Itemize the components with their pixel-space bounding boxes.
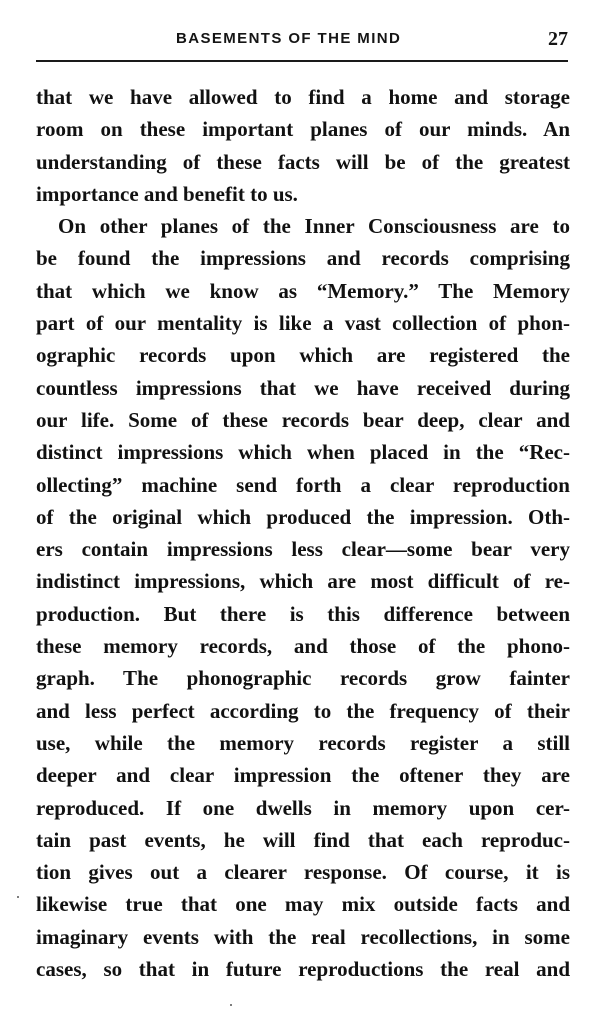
scan-speck [17, 896, 19, 898]
text-line: tion gives out a clearer response. Of course, it is [36, 860, 570, 885]
text-line: imaginary events with the real recollections, in some [36, 924, 570, 949]
page-number: 27 [548, 28, 568, 50]
text-line: ographic records upon which are registered the [36, 343, 570, 368]
text-line: likewise true that one may mix outside facts and [36, 892, 570, 917]
text-line: indistinct impressions, which are most difficult of re- [36, 569, 570, 594]
text-line: tain past events, he will find that each reproduc- [36, 827, 570, 852]
text-line: that which we know as “Memory.” The Memory [36, 278, 570, 303]
text-line: that we have allowed to find a home and storage [36, 85, 570, 109]
running-head [36, 28, 570, 54]
text-line: these memory records, and those of the phono- [36, 634, 570, 659]
text-line: graph. The phonographic records grow fainter [36, 666, 570, 691]
text-line: part of our mentality is like a vast collection of phon- [36, 311, 570, 336]
text-line: production. But there is this difference between [36, 601, 570, 626]
text-line: distinct impressions which when placed in the “Rec- [36, 440, 570, 465]
text-line: understanding of these facts will be of the greatest [36, 149, 570, 174]
text-line: and less perfect according to the frequency of their [36, 698, 570, 723]
text-line: On other planes of the Inner Consciousness are to [58, 214, 570, 239]
text-line: ers contain impressions less clear—some bear very [36, 537, 570, 562]
text-line: use, while the memory records register a still [36, 730, 570, 755]
body-text [36, 81, 570, 985]
paragraph [36, 210, 570, 985]
scan-speck [230, 1004, 232, 1006]
running-title: BASEMENTS OF THE MIND [176, 30, 402, 47]
text-line: importance and benefit to us. [36, 181, 298, 206]
paragraph [36, 81, 570, 210]
text-line: room on these important planes of our minds. An [36, 117, 570, 142]
text-line: reproduced. If one dwells in memory upon cer- [36, 795, 570, 820]
header-rule [36, 60, 568, 62]
text-line: cases, so that in future reproductions the real and [36, 957, 570, 982]
text-line: of the original which produced the impression. Oth- [36, 504, 570, 529]
text-line: our life. Some of these records bear deep, clear and [36, 407, 570, 432]
text-line: deeper and clear impression the oftener they are [36, 763, 570, 788]
text-line: be found the impressions and records comprising [36, 246, 570, 271]
text-line: ollecting” machine send forth a clear reproduction [36, 472, 570, 497]
text-line: countless impressions that we have received during [36, 375, 570, 400]
